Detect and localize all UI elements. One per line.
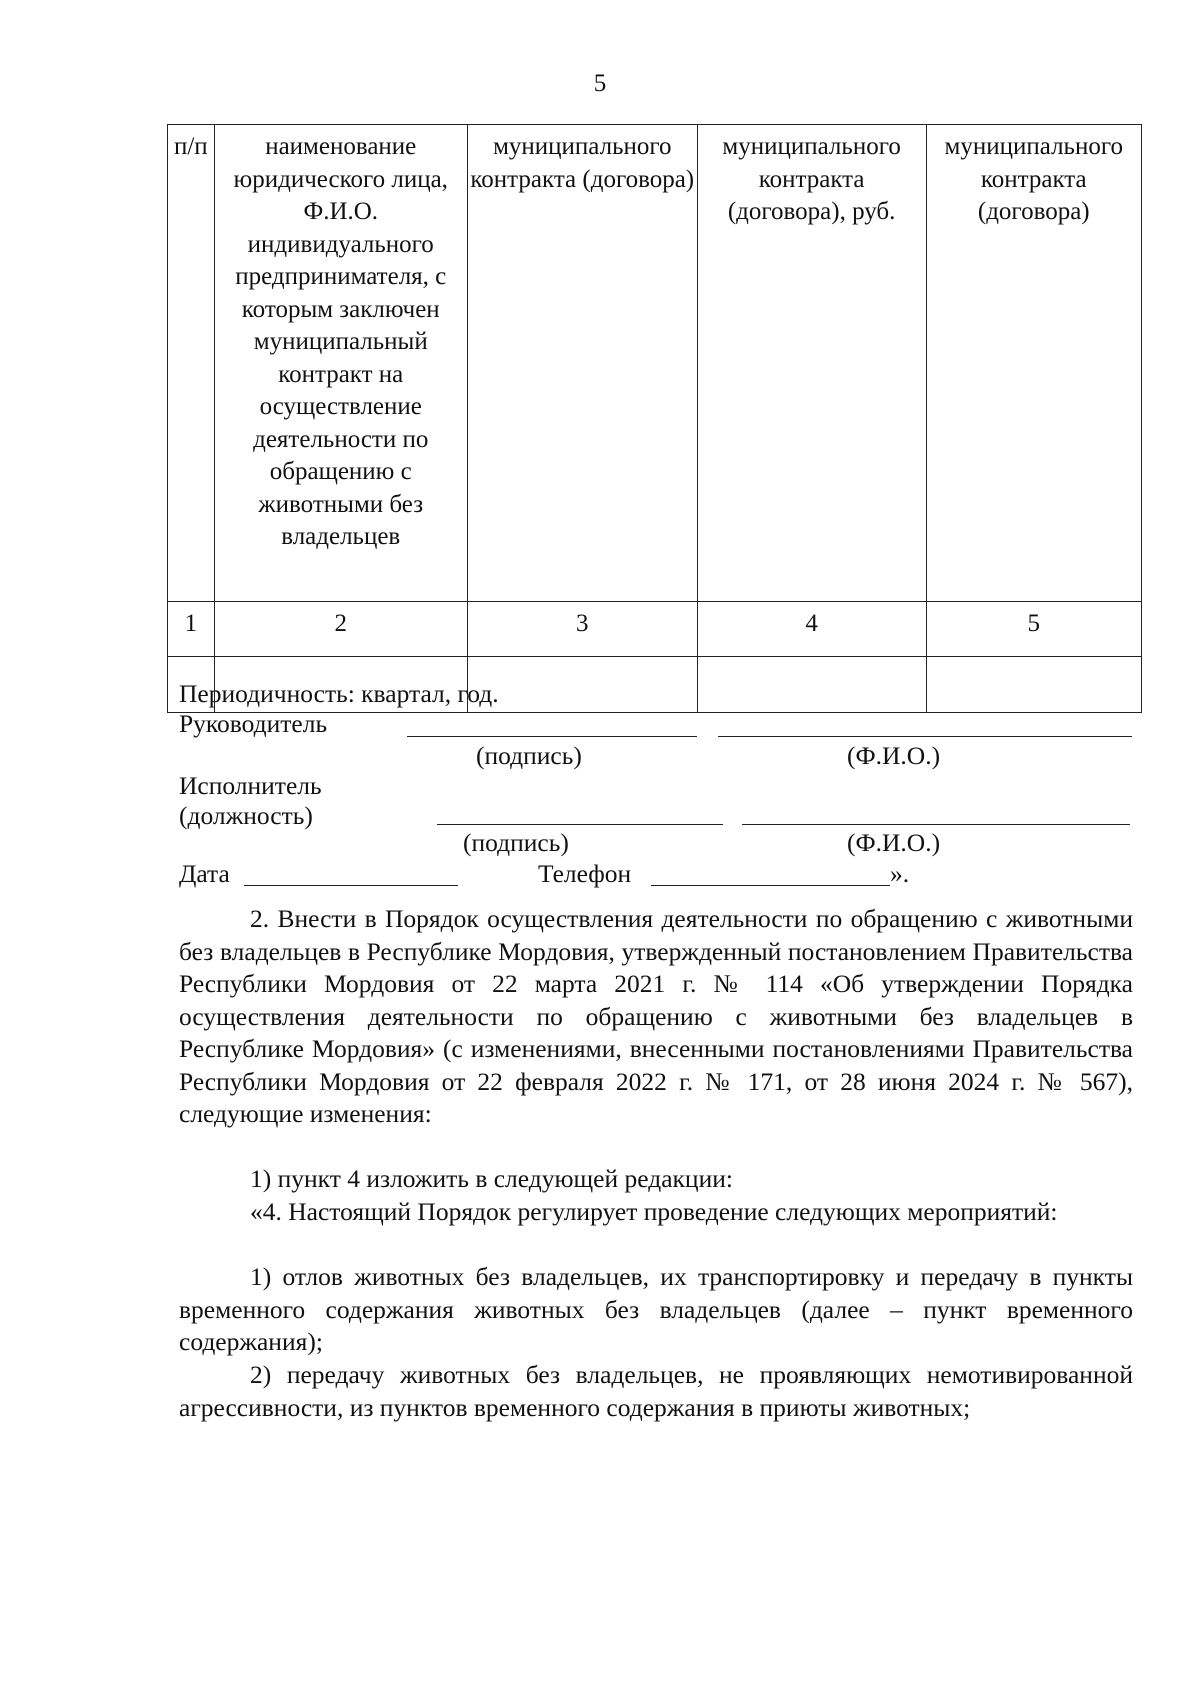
header-cell-contract: муниципального контракта (договора)	[467, 125, 697, 602]
event-1-paragraph: 1) отлов животных без владельцев, их транспортировку и передачу в пункты временного содержания животных без владельцев (далее – пункт временного содержания);	[179, 1262, 1133, 1356]
table-numbering-row	[168, 602, 1142, 657]
phone-label: Телефон	[538, 859, 632, 888]
point-4-paragraph: «4. Настоящий Порядок регулирует проведение следующих мероприятий:	[250, 1197, 1058, 1226]
date-line	[244, 885, 458, 886]
executor-signature-line	[437, 824, 723, 825]
executor-fio-line	[742, 824, 1130, 825]
fio-caption: (Ф.И.О.)	[847, 828, 941, 857]
table-cell	[926, 657, 1141, 713]
header-cell-contract-term: муниципального контракта (договора)	[926, 125, 1141, 602]
fio-caption: (Ф.И.О.)	[847, 741, 941, 770]
event-2-paragraph: 2) передачу животных без владельцев, не проявляющих немотивированной агрессивности, из пунктов временного содержания в приюты животных;	[179, 1360, 1133, 1422]
closing-quote: ».	[890, 859, 910, 888]
subitem-paragraph: 1) пункт 4 изложить в следующей редакции:	[250, 1164, 733, 1193]
column-number: 5	[926, 602, 1141, 657]
amendment-paragraph: 2. Внести в Порядок осуществления деятельности по обращению с животными без владельцев в Республике Мордовия, утвержденный постановлением Правительства Республики Мордовия от 22 марта 2021 г. № 114 «Об утверждении Порядка осуществления деятельности по обращению с животными без владельцев в Республике Мордовия» (с изменениями, внесенными постановлениями Правительства Республики Мордовия от 22 февраля 2022 г. № 171, от 28 июня 2024 г. № 567), следующие изменения:	[179, 904, 1133, 1128]
report-table	[167, 124, 1142, 713]
head-signature-line	[407, 736, 697, 737]
table-cell	[697, 657, 926, 713]
signature-caption: (подпись)	[463, 828, 569, 857]
header-cell-number: п/п	[168, 125, 215, 602]
phone-line	[651, 885, 890, 886]
column-number: 1	[168, 602, 215, 657]
table-cell	[467, 657, 697, 713]
position-label: (должность)	[179, 801, 313, 830]
date-label: Дата	[179, 859, 230, 888]
table-header-row	[168, 125, 1142, 602]
column-number: 3	[467, 602, 697, 657]
column-number: 4	[697, 602, 926, 657]
header-cell-contract-sum: муниципального контракта (договора), руб.	[697, 125, 926, 602]
head-fio-line	[718, 736, 1132, 737]
periodicity-text: Периодичность: квартал, год.	[179, 679, 499, 708]
page-number: 5	[593, 70, 607, 97]
header-cell-name: наименование юридического лица, Ф.И.О. индивидуального предпринимателя, с которым заключен муниципальный контракт на осуществление деятельности по обращению с животными без владельцев	[214, 125, 467, 602]
head-label: Руководитель	[179, 709, 328, 738]
column-number: 2	[214, 602, 467, 657]
signature-caption: (подпись)	[476, 741, 582, 770]
executor-label: Исполнитель	[179, 771, 322, 800]
